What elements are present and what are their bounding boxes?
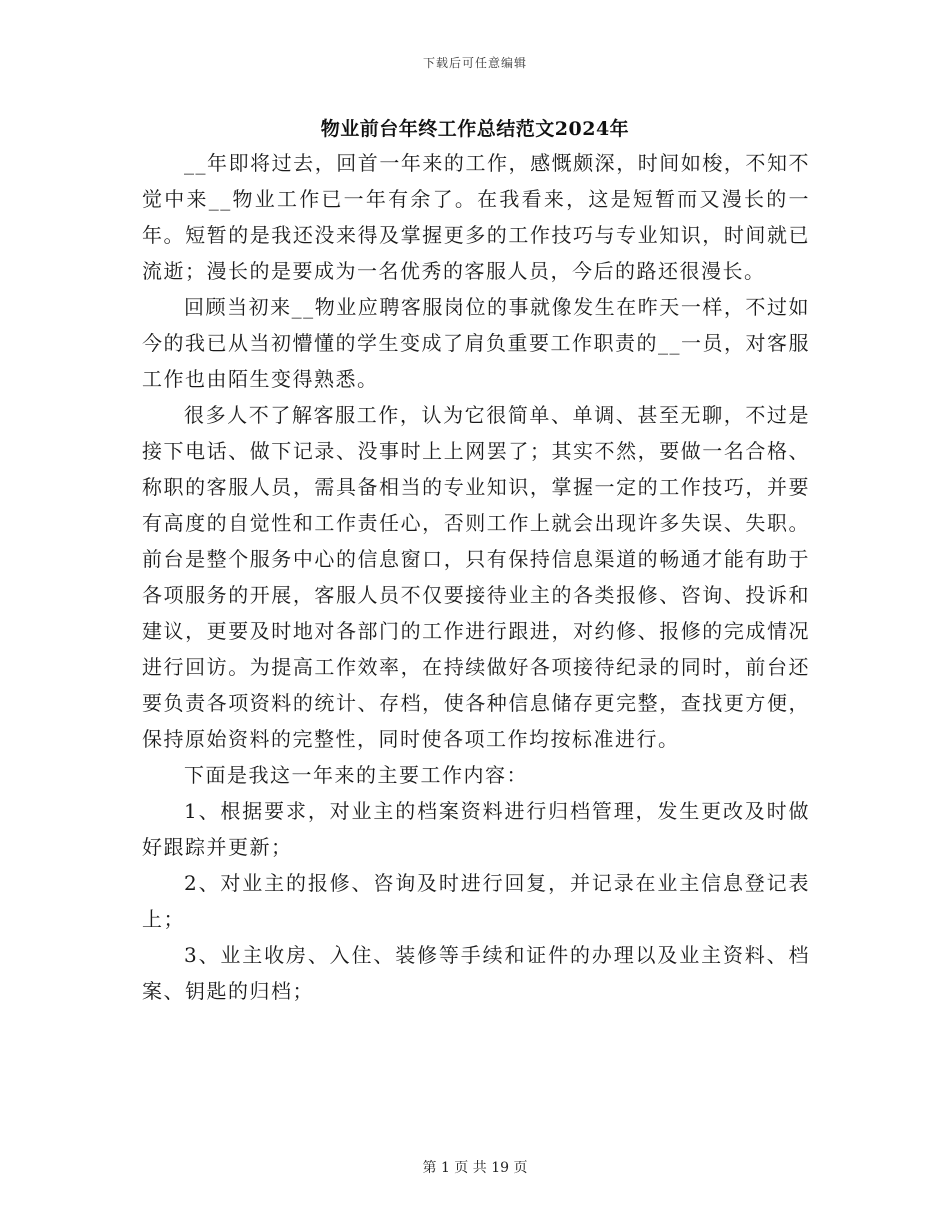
list-item: 1、根据要求，对业主的档案资料进行归档管理，发生更改及时做好跟踪并更新；	[142, 799, 810, 859]
list-item: 2、对业主的报修、咨询及时进行回复，并记录在业主信息登记表上；	[142, 871, 810, 931]
paragraph-intro: __年即将过去，回首一年来的工作，感慨颇深，时间如梭，不知不觉中来__物业工作已一年有余了。在我看来，这是短暂而又漫长的一年。短暂的是我还没来得及掌握更多的工作技巧与专业知识，时间就已流逝；漫长的是要成为一名优秀的客服人员，今后的路还很漫长。	[142, 151, 810, 283]
document-title: 物业前台年终工作总结范文2024年	[320, 118, 630, 140]
list-item: 3、业主收房、入住、装修等手续和证件的办理以及业主资料、档案、钥匙的归档；	[142, 943, 810, 1003]
paragraph-work-description: 很多人不了解客服工作，认为它很简单、单调、甚至无聊，不过是接下电话、做下记录、没事时上上网罢了；其实不然，要做一名合格、称职的客服人员，需具备相当的专业知识，掌握一定的工作技巧，并要有高度的自觉性和工作责任心，否则工作上就会出现许多失误、失职。前台是整个服务中心的信息窗口，只有保持信息渠道的畅通才能有助于各项服务的开展，客服人员不仅要接待业主的各类报修、咨询、投诉和建议，更要及时地对各部门的工作进行跟进，对约修、报修的完成情况进行回访。为提高工作效率，在持续做好各项接待纪录的同时，前台还要负责各项资料的统计、存档，使各种信息储存更完整，查找更方便，保持原始资料的完整性，同时使各项工作均按标准进行。	[142, 403, 810, 751]
document-body	[142, 145, 810, 1009]
paragraph-work-list-heading: 下面是我这一年来的主要工作内容：	[184, 763, 528, 787]
header-note: 下载后可任意编辑	[422, 56, 527, 70]
page-number: 第 1 页 共 19 页	[422, 1160, 528, 1176]
paragraph-review: 回顾当初来__物业应聘客服岗位的事就像发生在昨天一样，不过如今的我已从当初懵懂的学生变成了肩负重要工作职责的__一员，对客服工作也由陌生变得熟悉。	[142, 295, 810, 391]
